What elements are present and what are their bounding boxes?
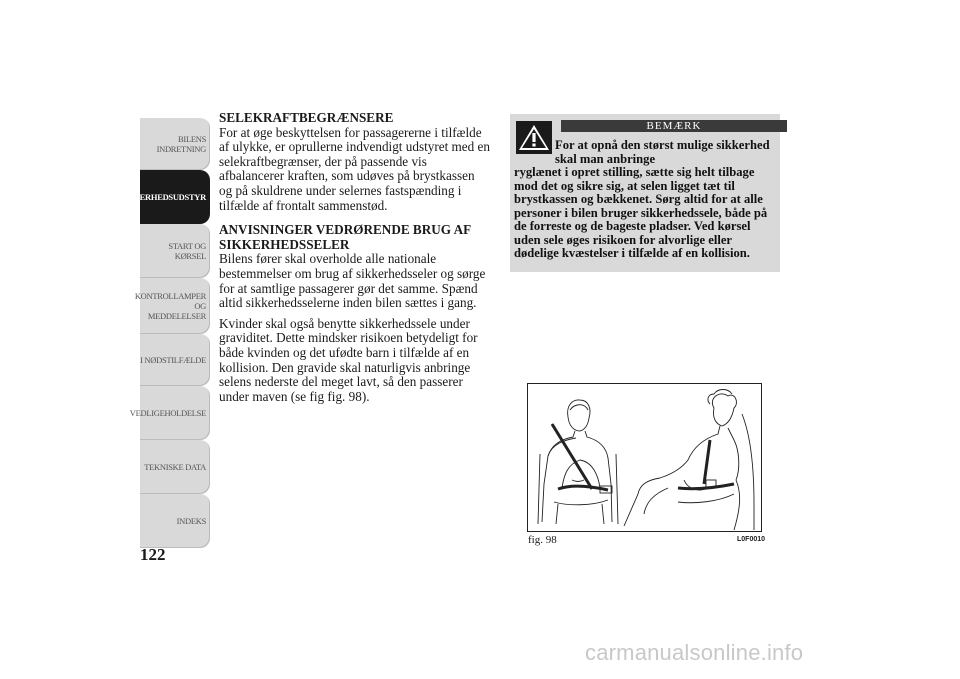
figure-caption: fig. 98 <box>528 534 557 546</box>
paragraph: Kvinder skal også benytte sikkerhedssele under graviditet. Dette mindsker risikoen betydeligt for både kvinden og det ufødte barn i tilfælde af en kollision. Den gravide skal naturligvis anbringe selens nederste del meget lavt, så den passerer under maven (se fig fig. 98). <box>219 315 478 404</box>
tab-indeks[interactable] <box>140 494 210 548</box>
tab-label: START OG KØRSEL <box>168 241 206 261</box>
tab-start-og-korsel[interactable] <box>140 224 210 278</box>
note-title: BEMÆRK <box>646 120 702 132</box>
seatbelt-illustration <box>528 384 761 531</box>
tab-vedligeholdelse[interactable] <box>129 386 210 440</box>
note-text: ryglænet i opret stilling, sætte sig helt tilbage mod det og sikre sig, at selen ligget tæt til brystkassen og bækkenet. Sørg altid for at alle personer i bilen bruger sikkerhedssele, både på de forreste og de bageste pladser. Ved kørsel uden sele øges risikoen for alvorlige eller dødelige kvæstelser i tilfælde af en kollision. <box>514 165 768 260</box>
figure-98 <box>527 383 762 532</box>
tab-label: INDEKS <box>176 516 206 526</box>
tab-label: KONTROLLAMPER OG MEDDELELSER <box>134 291 206 321</box>
note-title-bar <box>561 120 787 132</box>
section-heading: ANVISNINGER VEDRØRENDE BRUG AF SIKKERHEDSSELER <box>219 222 471 252</box>
paragraph: For at øge beskyttelsen for passagererne i tilfælde af ulykke, er oprullerne indvendigt udstyret med en selekraftbegrænser, der på passende vis afbalancerer kraften, som udøves på brystkassen og på skuldrene under selernes fastspænding i tilfælde af frontalt sammenstød. <box>219 124 490 213</box>
tab-label: SIKKERHEDSUDSTYR <box>119 192 206 202</box>
tab-label: VEDLIGEHOLDELSE <box>129 408 206 418</box>
figure-code: L0F0010 <box>737 536 766 543</box>
tab-tekniske-data[interactable] <box>140 440 210 494</box>
paragraph: Bilens fører skal overholde alle nationale bestemmelser om brug af sikkerhedsseler og sørge for at samtlige passagerer gør det samme. Spænd altid sikkerhedsselerne inden bilen sættes i gang. <box>219 251 486 311</box>
note-body <box>514 139 778 261</box>
main-text-column <box>219 111 491 410</box>
tab-bilens-indretning[interactable] <box>140 118 210 170</box>
tab-kontrollamper[interactable] <box>134 278 210 334</box>
chapter-tabs <box>119 118 210 548</box>
tab-label: TEKNISKE DATA <box>144 462 206 472</box>
note-text-indented: For at opnå den størst mulige sikkerhed skal man anbringe <box>555 138 770 166</box>
tab-label: I NØDSTILFÆLDE <box>140 355 206 365</box>
watermark: carmanualsonline.info <box>585 640 804 665</box>
tab-i-nodstilfaelde[interactable] <box>140 334 210 386</box>
tab-sikkerhedsudstyr[interactable] <box>119 170 210 224</box>
tab-label: BILENS INDRETNING <box>156 134 206 154</box>
section-heading: SELEKRAFTBEGRÆNSERE <box>219 110 394 125</box>
page-number: 122 <box>140 545 166 564</box>
note-box <box>510 114 780 272</box>
